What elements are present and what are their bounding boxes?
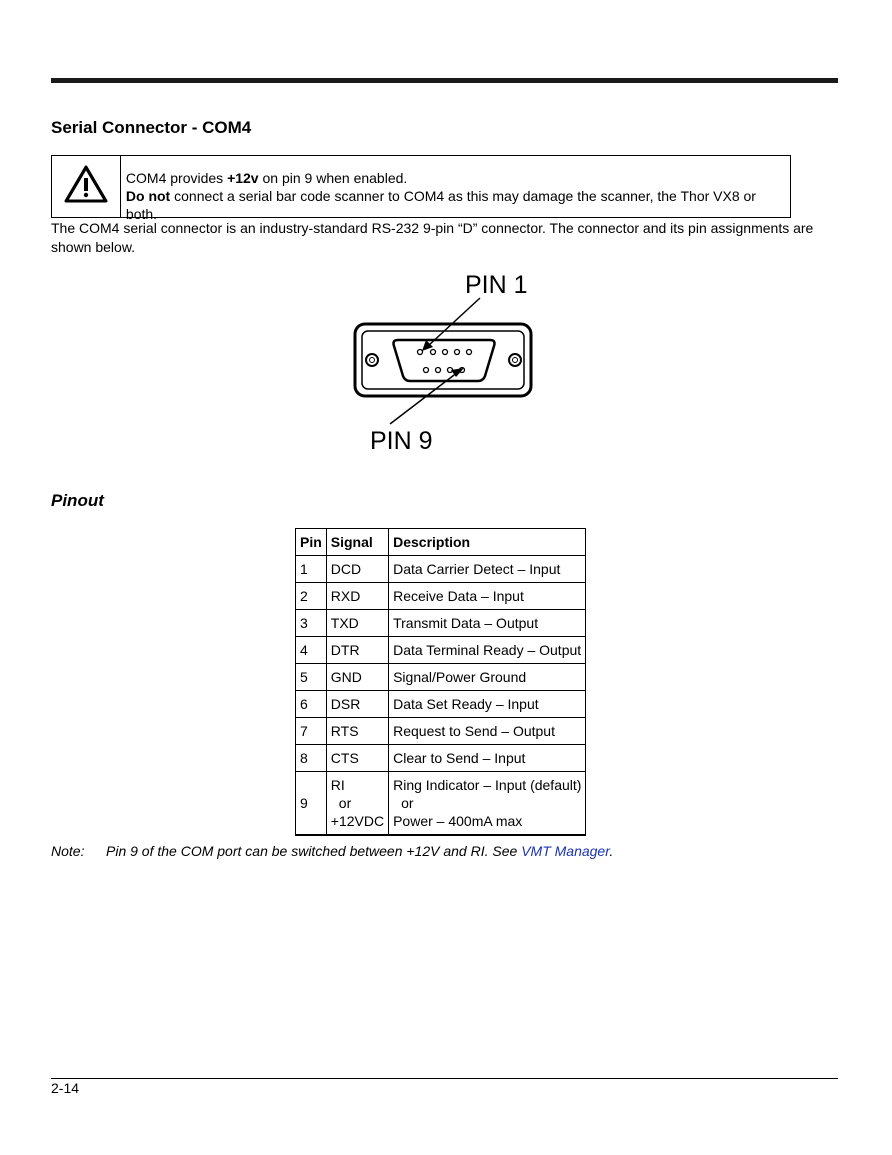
table-row <box>296 772 586 836</box>
pinout-table <box>295 528 586 836</box>
pin-cell: 3 <box>296 610 327 637</box>
warning-icon-cell <box>52 156 121 217</box>
description-cell: Ring Indicator – Input (default) or Power – 400mA max <box>389 772 586 836</box>
section-title: Serial Connector - COM4 <box>51 118 252 137</box>
signal-cell: RXD <box>326 583 388 610</box>
description-cell: Data Set Ready – Input <box>389 691 586 718</box>
description-cell: Data Carrier Detect – Input <box>389 556 586 583</box>
vmt-manager-link[interactable]: VMT Manager <box>521 843 610 859</box>
pin-cell: 1 <box>296 556 327 583</box>
intro-paragraph: The COM4 serial connector is an industry-standard RS-232 9-pin “D” connector. The connector and its pin assignments are shown below. <box>51 220 814 255</box>
signal-cell: DSR <box>326 691 388 718</box>
page-number: 2-14 <box>51 1080 80 1096</box>
pin-cell: 9 <box>296 772 327 836</box>
pinout-title: Pinout <box>51 491 104 510</box>
table-row <box>296 691 586 718</box>
pin-cell: 6 <box>296 691 327 718</box>
warning-line-1: COM4 provides +12v on pin 9 when enabled. <box>125 170 408 186</box>
db9-connector-diagram <box>350 268 540 463</box>
warning-text <box>121 156 790 222</box>
signal-cell: RI or +12VDC <box>326 772 388 836</box>
pinout-header-row <box>296 529 586 556</box>
bottom-rule <box>51 1078 838 1079</box>
pin-cell: 8 <box>296 745 327 772</box>
pin-cell: 5 <box>296 664 327 691</box>
top-rule <box>51 78 838 83</box>
description-cell: Receive Data – Input <box>389 583 586 610</box>
signal-cell: CTS <box>326 745 388 772</box>
signal-cell: DTR <box>326 637 388 664</box>
warning-triangle-icon <box>63 164 109 209</box>
signal-cell: DCD <box>326 556 388 583</box>
header-pin: Pin <box>296 529 327 556</box>
table-row <box>296 664 586 691</box>
pin-cell: 7 <box>296 718 327 745</box>
signal-cell: RTS <box>326 718 388 745</box>
description-cell: Request to Send – Output <box>389 718 586 745</box>
pin-1-label: PIN 1 <box>465 271 528 299</box>
table-row <box>296 583 586 610</box>
table-row <box>296 556 586 583</box>
table-row <box>296 718 586 745</box>
description-cell: Clear to Send – Input <box>389 745 586 772</box>
description-cell: Signal/Power Ground <box>389 664 586 691</box>
header-signal: Signal <box>326 529 388 556</box>
note-text: Pin 9 of the COM port can be switched between +12V and RI. See VMT Manager. <box>106 843 614 859</box>
description-cell: Data Terminal Ready – Output <box>389 637 586 664</box>
table-row <box>296 610 586 637</box>
table-row <box>296 637 586 664</box>
pin-cell: 2 <box>296 583 327 610</box>
signal-cell: TXD <box>326 610 388 637</box>
description-cell: Transmit Data – Output <box>389 610 586 637</box>
header-description: Description <box>389 529 586 556</box>
note <box>51 843 613 859</box>
note-label: Note: <box>51 843 85 859</box>
table-row <box>296 745 586 772</box>
pin-cell: 4 <box>296 637 327 664</box>
signal-cell: GND <box>326 664 388 691</box>
warning-line-2: Do not connect a serial bar code scanner to COM4 as this may damage the scanner, the Thor VX8 or both. <box>125 188 756 222</box>
warning-box <box>51 155 791 222</box>
pin-9-label: PIN 9 <box>370 427 433 455</box>
